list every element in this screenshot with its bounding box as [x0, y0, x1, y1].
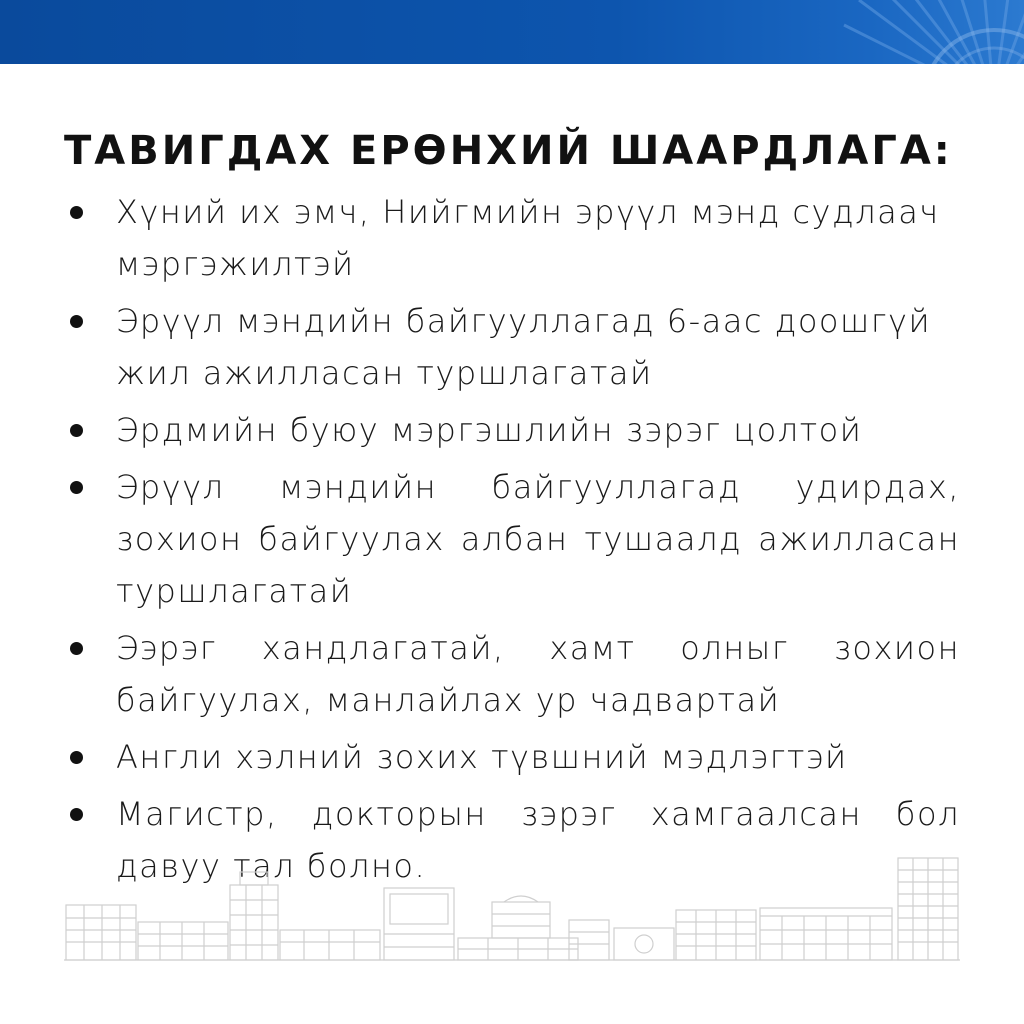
sunburst-decoration: [764, 0, 1024, 64]
bullet-icon: [70, 206, 83, 219]
bullet-icon: [70, 315, 83, 328]
requirement-text: Англи хэлний зохих түвшний мэдлэгтэй: [116, 738, 848, 776]
requirement-text: Эрүүл мэндийн байгууллагад 6-аас доошгүй жил ажилласан туршлагатай: [116, 302, 932, 392]
requirements-section: [64, 118, 960, 897]
requirement-text: Магистр, докторын зэрэг хамгаалсан бол давуу тал болно.: [116, 795, 960, 885]
top-banner: [0, 0, 1024, 64]
list-item: [64, 404, 960, 456]
city-skyline-illustration: [64, 850, 960, 962]
bullet-icon: [70, 424, 83, 437]
list-item: [64, 731, 960, 783]
bullet-icon: [70, 642, 83, 655]
list-item: [64, 622, 960, 726]
bullet-icon: [70, 751, 83, 764]
list-item: [64, 295, 960, 399]
section-heading: ТАВИГДАХ ЕРӨНХИЙ ШААРДЛАГА:: [64, 128, 953, 174]
bullet-icon: [70, 481, 83, 494]
requirement-text: Эрдмийн буюу мэргэшлийн зэрэг цолтой: [116, 411, 863, 449]
requirement-text: Ээрэг хандлагатай, хамт олныг зохион байгуулах, манлайлах ур чадвартай: [116, 629, 960, 719]
requirement-text: Хүний их эмч, Нийгмийн эрүүл мэнд судлаач мэргэжилтэй: [116, 193, 940, 283]
requirements-list: [64, 186, 960, 892]
list-item: [64, 461, 960, 617]
requirement-text: Эрүүл мэндийн байгууллагад удирдах, зохион байгуулах албан тушаалд ажилласан туршлагатай: [116, 468, 960, 610]
bullet-icon: [70, 808, 83, 821]
list-item: [64, 186, 960, 290]
